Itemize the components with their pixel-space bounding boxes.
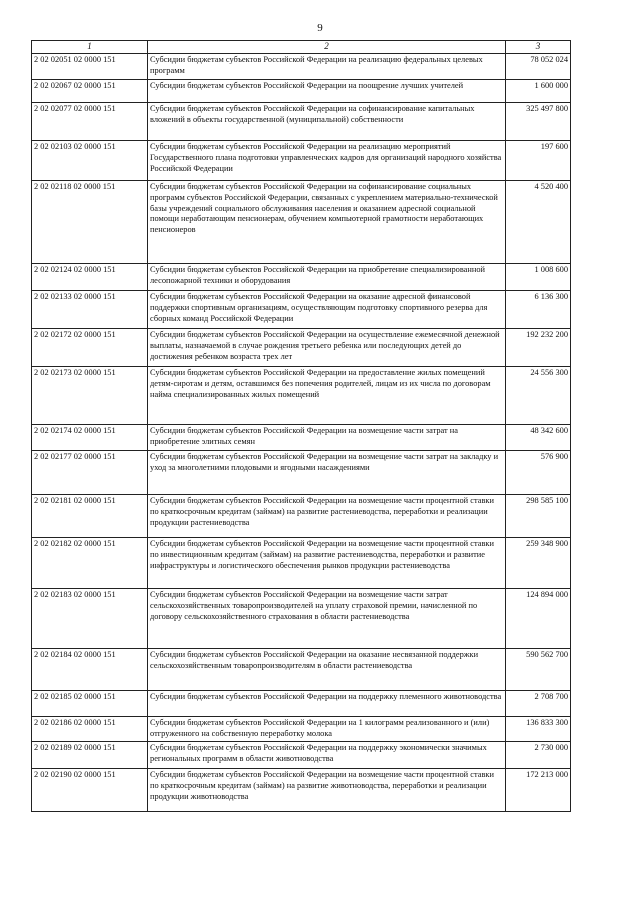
row-code: 2 02 02051 02 0000 151 <box>32 54 148 80</box>
row-name: Субсидии бюджетам субъектов Российской Федерации на поддержку племенного животноводства <box>148 691 506 717</box>
row-code: 2 02 02181 02 0000 151 <box>32 495 148 538</box>
row-code: 2 02 02077 02 0000 151 <box>32 103 148 141</box>
row-code: 2 02 02184 02 0000 151 <box>32 649 148 691</box>
table-row <box>32 538 571 589</box>
row-name: Субсидии бюджетам субъектов Российской Федерации на возмещение части процентной ставки по краткосрочным кредитам (займам) на развитие растениеводства, переработки и реализации продукции растениеводства <box>148 495 506 538</box>
table-row <box>32 769 571 812</box>
table-row <box>32 291 571 329</box>
table-header-row <box>32 41 571 54</box>
row-code: 2 02 02103 02 0000 151 <box>32 141 148 181</box>
row-name: Субсидии бюджетам субъектов Российской Федерации на поддержку экономически значимых региональных программ в области животноводства <box>148 742 506 769</box>
column-header-amount: 3 <box>506 41 571 54</box>
row-code: 2 02 02185 02 0000 151 <box>32 691 148 717</box>
row-name: Субсидии бюджетам субъектов Российской Федерации на приобретение специализированной лесопожарной техники и оборудования <box>148 264 506 291</box>
row-code: 2 02 02173 02 0000 151 <box>32 367 148 425</box>
row-code: 2 02 02189 02 0000 151 <box>32 742 148 769</box>
row-amount: 136 833 300 <box>506 717 571 742</box>
table-row <box>32 141 571 181</box>
row-name: Субсидии бюджетам субъектов Российской Федерации на возмещение части процентной ставки по инвестиционным кредитам (займам) на развитие растениеводства, переработки и развитие инфраструктуры и логистического обеспечения рынков продукции растениеводства <box>148 538 506 589</box>
row-code: 2 02 02124 02 0000 151 <box>32 264 148 291</box>
table-row <box>32 264 571 291</box>
table-row <box>32 80 571 103</box>
table-row <box>32 329 571 367</box>
row-amount: 259 348 900 <box>506 538 571 589</box>
row-code: 2 02 02190 02 0000 151 <box>32 769 148 812</box>
row-amount: 325 497 800 <box>506 103 571 141</box>
row-amount: 576 900 <box>506 451 571 495</box>
table-row <box>32 103 571 141</box>
row-code: 2 02 02067 02 0000 151 <box>32 80 148 103</box>
row-amount: 1 008 600 <box>506 264 571 291</box>
row-name: Субсидии бюджетам субъектов Российской Федерации на возмещение части затрат на закладку и уход за многолетними плодовыми и ягодными насаждениями <box>148 451 506 495</box>
row-code: 2 02 02172 02 0000 151 <box>32 329 148 367</box>
row-amount: 4 520 400 <box>506 181 571 264</box>
row-amount: 124 894 000 <box>506 589 571 649</box>
row-amount: 172 213 000 <box>506 769 571 812</box>
row-amount: 2 708 700 <box>506 691 571 717</box>
row-name: Субсидии бюджетам субъектов Российской Федерации на 1 килограмм реализованного и (или) отгруженного на собственную переработку молока <box>148 717 506 742</box>
row-amount: 78 052 024 <box>506 54 571 80</box>
row-name: Субсидии бюджетам субъектов Российской Федерации на софинансирование капитальных вложений в объекты государственной (муниципальной) собственности <box>148 103 506 141</box>
row-code: 2 02 02186 02 0000 151 <box>32 717 148 742</box>
row-name: Субсидии бюджетам субъектов Российской Федерации на предоставление жилых помещений детям-сиротам и детям, оставшимся без попечения родителей, лицам из их числа по договорам найма специализированных жилых помещений <box>148 367 506 425</box>
table-row <box>32 181 571 264</box>
table-row <box>32 691 571 717</box>
row-name: Субсидии бюджетам субъектов Российской Федерации на оказание несвязанной поддержки сельскохозяйственным товаропроизводителям в области растениеводства <box>148 649 506 691</box>
row-amount: 48 342 600 <box>506 425 571 451</box>
row-code: 2 02 02174 02 0000 151 <box>32 425 148 451</box>
budget-table <box>31 40 571 812</box>
row-code: 2 02 02133 02 0000 151 <box>32 291 148 329</box>
table-row <box>32 495 571 538</box>
row-code: 2 02 02182 02 0000 151 <box>32 538 148 589</box>
table-row <box>32 649 571 691</box>
row-code: 2 02 02183 02 0000 151 <box>32 589 148 649</box>
row-code: 2 02 02118 02 0000 151 <box>32 181 148 264</box>
row-name: Субсидии бюджетам субъектов Российской Федерации на возмещение части затрат сельскохозяйственных товаропроизводителей на уплату страховой премии, начисленной по договору сельскохозяйственного страхования в области растениеводства <box>148 589 506 649</box>
row-amount: 1 600 000 <box>506 80 571 103</box>
table-row <box>32 451 571 495</box>
row-name: Субсидии бюджетам субъектов Российской Федерации на возмещение части затрат на приобретение элитных семян <box>148 425 506 451</box>
row-amount: 2 730 000 <box>506 742 571 769</box>
table-row <box>32 742 571 769</box>
row-amount: 298 585 100 <box>506 495 571 538</box>
row-amount: 590 562 700 <box>506 649 571 691</box>
row-name: Субсидии бюджетам субъектов Российской Федерации на реализацию мероприятий Государственного плана подготовки управленческих кадров для организаций народного хозяйства Российской Федерации <box>148 141 506 181</box>
row-amount: 197 600 <box>506 141 571 181</box>
row-name: Субсидии бюджетам субъектов Российской Федерации на поощрение лучших учителей <box>148 80 506 103</box>
table-row <box>32 717 571 742</box>
row-amount: 6 136 300 <box>506 291 571 329</box>
row-name: Субсидии бюджетам субъектов Российской Федерации на реализацию федеральных целевых программ <box>148 54 506 80</box>
row-amount: 192 232 200 <box>506 329 571 367</box>
column-header-code: 1 <box>32 41 148 54</box>
row-name: Субсидии бюджетам субъектов Российской Федерации на софинансирование социальных программ субъектов Российской Федерации, связанных с укреплением материально-технической базы учреждений социального обслуживания населения и оказанием адресной социальной помощи неработающим пенсионерам, обучением компьютерной грамотности неработающих пенсионеров <box>148 181 506 264</box>
table-row <box>32 425 571 451</box>
table-row <box>32 367 571 425</box>
page-number: 9 <box>317 22 323 34</box>
table-row <box>32 589 571 649</box>
row-code: 2 02 02177 02 0000 151 <box>32 451 148 495</box>
row-name: Субсидии бюджетам субъектов Российской Федерации на возмещение части процентной ставки по краткосрочным кредитам (займам) на развитие животноводства, переработки и реализации продукции животноводства <box>148 769 506 812</box>
table-row <box>32 54 571 80</box>
column-header-name: 2 <box>148 41 506 54</box>
row-name: Субсидии бюджетам субъектов Российской Федерации на осуществление ежемесячной денежной выплаты, назначаемой в случае рождения третьего ребенка или последующих детей до достижения ребенком возраста трех лет <box>148 329 506 367</box>
row-amount: 24 556 300 <box>506 367 571 425</box>
row-name: Субсидии бюджетам субъектов Российской Федерации на оказание адресной финансовой поддержки спортивным организациям, осуществляющим подготовку спортивного резерва для сборных команд Российской Федерации <box>148 291 506 329</box>
